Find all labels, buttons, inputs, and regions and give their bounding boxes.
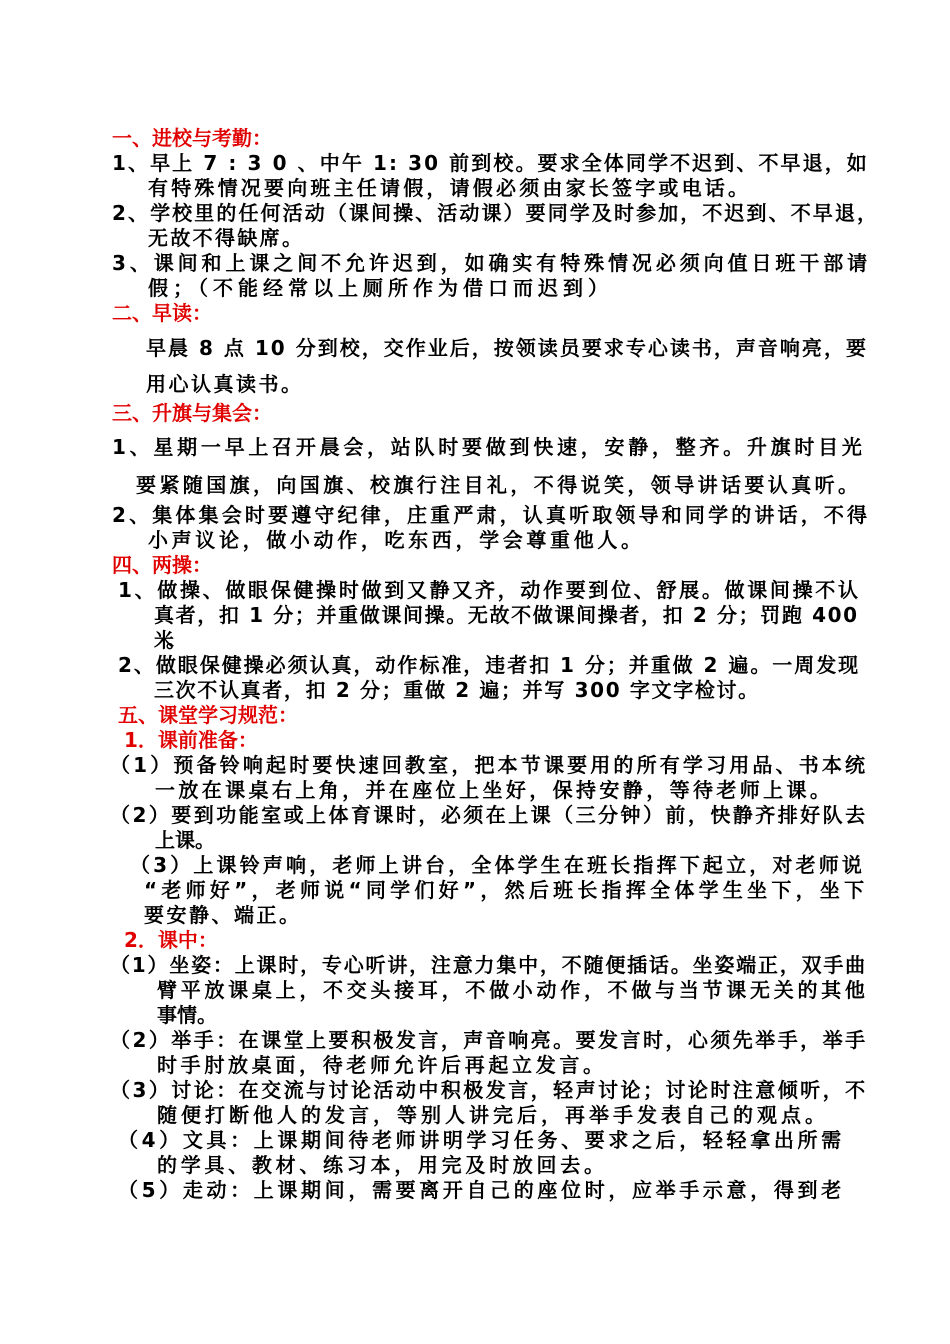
during-class-line-3: 事情。 (157, 1003, 217, 1027)
before-class-line-5: （3）上课铃声响，老师上讲台，全体学生在班长指挥下起立，对老师说 (130, 853, 866, 877)
section-heading-attendance: 一、进校与考勤： (112, 126, 272, 150)
attendance-line-1: 1、早上 7 : 3 0 、中午 1: 30 前到校。要求全体同学不迟到、不早退，如 (112, 151, 869, 175)
before-class-line-7: 要安静、端正。 (144, 903, 302, 927)
subheading-before-class: 1．课前准备： (124, 728, 258, 752)
flag-assembly-line-3: 2、集体集会时要遵守纪律，庄重严肃，认真听取领导和同学的讲话，不得 (112, 503, 871, 527)
section-heading-exercises: 四、两操： (112, 553, 212, 577)
during-class-line-7: 随便打断他人的发言，等别人讲完后，再举手发表自己的观点。 (157, 1103, 829, 1127)
during-class-line-5: 时手肘放桌面，待老师允许后再起立发言。 (157, 1053, 607, 1077)
during-class-line-10: （5）走动：上课期间，需要离开自己的座位时，应举手示意，得到老 (118, 1178, 845, 1202)
section-heading-flag-assembly: 三、升旗与集会： (112, 401, 272, 425)
attendance-line-2: 有特殊情况要向班主任请假，请假必须由家长签字或电话。 (148, 176, 752, 200)
exercises-line-1: 1、做操、做眼保健操时做到又静又齐，动作要到位、舒展。做课间操不认 (118, 578, 861, 602)
before-class-line-6: “老师好”，老师说“同学们好”，然后班长指挥全体学生坐下，坐下 (144, 878, 869, 902)
during-class-line-6: （3）讨论：在交流与讨论活动中积极发言，轻声讨论；讨论时注意倾听，不 (110, 1078, 868, 1102)
flag-assembly-line-4: 小声议论，做小动作，吃东西，学会尊重他人。 (148, 528, 645, 552)
flag-assembly-line-1: 1、星期一早上召开晨会，站队时要做到快速，安静，整齐。升旗时目光 (112, 435, 866, 459)
before-class-line-4: 上课。 (155, 828, 215, 852)
during-class-line-9: 的学具、教材、练习本，用完及时放回去。 (157, 1153, 608, 1177)
section-heading-morning-reading: 二、早读： (112, 301, 212, 325)
before-class-line-3: （2）要到功能室或上体育课时，必须在上课（三分钟）前，快静齐排好队去 (110, 803, 868, 827)
during-class-line-4: （2）举手：在课堂上要积极发言，声音响亮。要发言时，心须先举手，举手 (110, 1028, 868, 1052)
subheading-during-class: 2．课中： (124, 928, 218, 952)
attendance-line-3: 2、学校里的任何活动（课间操、活动课）要同学及时参加，不迟到、不早退， (112, 201, 880, 225)
flag-assembly-line-2: 要紧随国旗，向国旗、校旗行注目礼，不得说笑，领导讲话要认真听。 (136, 473, 862, 497)
attendance-line-6: 假；（不能经常以上厕所作为借口而迟到） (148, 276, 613, 300)
attendance-line-4: 无故不得缺席。 (148, 226, 305, 250)
exercises-line-3: 米。 (154, 628, 178, 652)
attendance-line-5: 3、课间和上课之间不允许迟到，如确实有特殊情况必须向值日班干部请 (112, 251, 872, 275)
exercises-line-5: 三次不认真者，扣 2 分；重做 2 遍；并写 300 字文字检讨。 (154, 678, 760, 702)
exercises-line-2: 真者，扣 1 分；并重做课间操。无故不做课间操者，扣 2 分；罚跑 400 (154, 603, 859, 627)
morning-reading-line-2: 用心认真读书。 (146, 372, 304, 396)
during-class-line-1: （1）坐姿：上课时，专心听讲，注意力集中，不随便插话。坐姿端正，双手曲 (110, 953, 867, 977)
before-class-line-2: 一放在课桌右上角，并在座位上坐好，保持安静，等待老师上课。 (155, 778, 834, 802)
during-class-line-8: （4）文具：上课期间待老师讲明学习任务、要求之后，轻轻拿出所需 (118, 1128, 845, 1152)
before-class-line-1: （1）预备铃响起时要快速回教室，把本节课要用的所有学习用品、书本统 (110, 753, 869, 777)
during-class-line-2: 臂平放课桌上，不交头接耳，不做小动作，不做与当节课无关的其他 (157, 978, 869, 1002)
exercises-line-4: 2、做眼保健操必须认真，动作标准，违者扣 1 分；并重做 2 遍。一周发现 (118, 653, 861, 677)
section-heading-classroom-rules: 五、课堂学习规范： (118, 703, 298, 727)
morning-reading-line-1: 早晨 8 点 10 分到校，交作业后，按领读员要求专心读书，声音响亮，要 (146, 336, 868, 360)
